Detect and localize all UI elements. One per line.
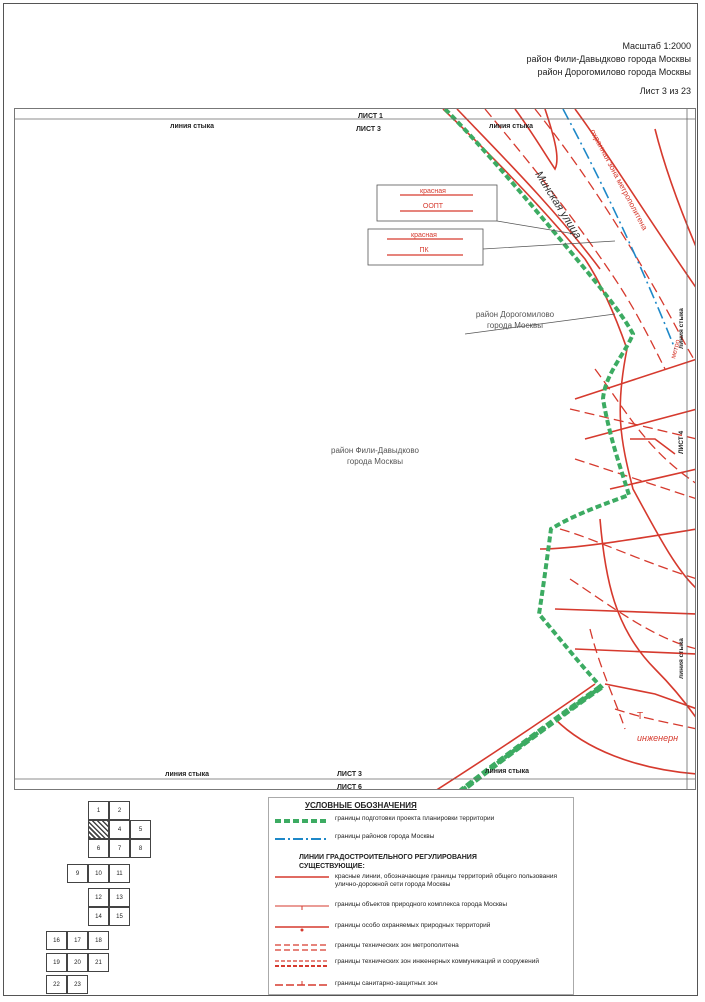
legend-text: границы объектов природного комплекса города Москвы (335, 901, 507, 908)
joint-label-right: линия стыка (678, 308, 685, 349)
legend-text: границы санитарно-защитных зон (335, 980, 438, 987)
red-line (655, 129, 696, 249)
red-line (575, 359, 696, 399)
joint-label-bottom: линия стыка (485, 768, 530, 775)
sheet-top-2: ЛИСТ 3 (356, 126, 381, 133)
joint-label-top: линия стыка (489, 123, 534, 130)
grid-cell: 4 (109, 820, 130, 839)
red-line-symbol (273, 873, 331, 885)
red-line (555, 719, 696, 774)
district-dorogomilovo-line1: район Дорогомилово (475, 310, 555, 319)
sheet-header (527, 40, 691, 98)
district-dorogomilovo-label (455, 309, 575, 331)
grid-cell: 17 (67, 931, 88, 950)
legend-text: границы районов города Москвы (335, 833, 435, 840)
red-line (600, 519, 696, 719)
fragment-engineering-label: инженерн (637, 733, 679, 743)
district-title-2: район Дорогомилово города Москвы (537, 67, 691, 77)
callout-leader (483, 241, 615, 249)
legend-text: границы особо охраняемых природных территорий (335, 922, 491, 929)
grid-cell: 18 (88, 931, 109, 950)
joint-label-top: линия стыка (170, 123, 215, 130)
joint-label-bottom: линия стыка (165, 771, 210, 778)
grid-cell: 6 (88, 839, 109, 858)
grid-cell: 8 (130, 839, 151, 858)
metro-fragment-label: метро (670, 338, 682, 360)
grid-cell: 15 (109, 907, 130, 926)
sheet-bottom-2: ЛИСТ 6 (337, 784, 362, 790)
red-line (515, 109, 557, 169)
red-line (555, 609, 696, 614)
callout-pk-line1: красная (411, 232, 437, 239)
district-dorogomilovo-line2: города Москвы (487, 321, 543, 330)
legend-text: границы подготовки проекта планировки территории (335, 815, 495, 822)
legend-text: красные линии, обозначающие границы территорий общего пользования улично-дорожной сети города Москвы (335, 873, 557, 888)
grid-cell: 21 (88, 953, 109, 972)
zone-line (560, 529, 696, 579)
zone-line (615, 709, 696, 729)
grid-cell: 5 (130, 820, 151, 839)
zone-lines (485, 109, 696, 729)
sheet-side-label: ЛИСТ 4 (678, 430, 685, 454)
grid-cell: 9 (67, 864, 88, 883)
legend-title: УСЛОВНЫЕ ОБОЗНАЧЕНИЯ (305, 801, 417, 810)
red-line (620, 349, 696, 589)
joint-label-right: линия стыка (678, 638, 685, 679)
callout-oopt-line2: ООПТ (422, 203, 444, 210)
grid-cell: 2 (109, 801, 130, 820)
grid-cell: 23 (67, 975, 88, 994)
legend-section-title: ЛИНИИ ГРАДОСТРОИТЕЛЬНОГО РЕГУЛИРОВАНИЯ СУЩЕСТВУЮЩИЕ: (299, 854, 477, 870)
sheet-top-1: ЛИСТ 1 (358, 113, 383, 120)
grid-cell: 11 (109, 864, 130, 883)
metro-zone-label: охранная зона метрополитена (588, 127, 650, 232)
legend-text: границы технических зон инженерных коммуникаций и сооружений (335, 958, 539, 965)
district-boundary-symbol (273, 833, 331, 845)
red-line (605, 684, 696, 709)
grid-cell: 19 (46, 953, 67, 972)
grid-cell-current (88, 820, 109, 839)
planning-boundary-symbol (273, 815, 331, 827)
district-fili-line1: район Фили-Давыдково (331, 446, 419, 455)
street-label: Минская улица (532, 169, 584, 242)
grid-cell: 10 (88, 864, 109, 883)
grid-cell: 14 (88, 907, 109, 926)
engineering-zones-symbol (273, 958, 331, 970)
callout-oopt-line1: красная (420, 188, 446, 195)
fragment-t-label: Т (637, 711, 644, 722)
metro-zones-symbol (273, 942, 331, 954)
sheet-bottom-1: ЛИСТ 3 (337, 771, 362, 778)
grid-cell: 16 (46, 931, 67, 950)
sanitary-zones-symbol (273, 980, 331, 992)
callout-pk-line2: ПК (419, 247, 429, 254)
district-fili-label (305, 445, 445, 467)
scale-label: Масштаб 1:2000 (622, 41, 691, 51)
district-fili-line2: города Москвы (347, 457, 403, 466)
red-line (540, 529, 696, 549)
grid-cell: 1 (88, 801, 109, 820)
legend (268, 797, 574, 995)
legend-text: границы технических зон метрополитена (335, 942, 459, 949)
map-area (14, 108, 696, 790)
grid-cell: 20 (67, 953, 88, 972)
grid-cell: 13 (109, 888, 130, 907)
grid-cell: 7 (109, 839, 130, 858)
district-title-1: район Фили-Давыдково города Москвы (526, 54, 691, 64)
grid-cell: 22 (46, 975, 67, 994)
grid-cell: 12 (88, 888, 109, 907)
protected-areas-symbol (273, 922, 331, 934)
natural-complex-symbol (273, 901, 331, 913)
sheet-number: Лист 3 из 23 (639, 86, 691, 96)
